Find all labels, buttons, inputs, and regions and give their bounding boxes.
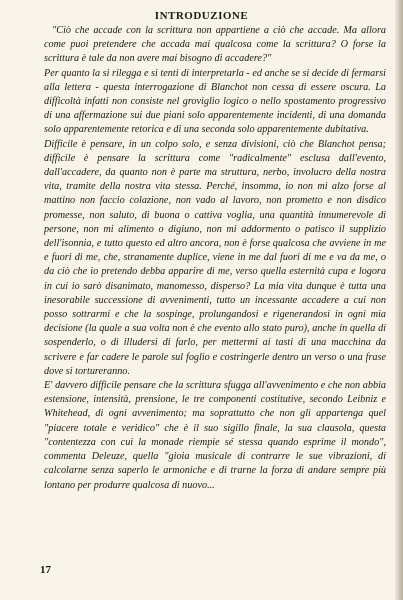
- page-edge: [395, 0, 403, 600]
- page-number: 17: [40, 564, 51, 576]
- paragraph-1: "Ciò che accade con la scrittura non appartiene a ciò che accade. Ma allora come puoi pretendere che accada mai qualcosa come la scrittura? O forse la scrittura è tale da non avere mai bisogno di accadere?": [44, 25, 386, 65]
- chapter-heading: INTRODUZIONE: [154, 10, 249, 22]
- paragraph-4: E' davvero difficile pensare che la scrittura sfugga all'avvenimento e che non abbia estensione, intensità, prensione, le tre componenti costitutive, secondo Leibniz e Whitehead, di ogni avvenimento; ma soprattutto che non gli appartenga quel "piacere totale e veridico" che è il suo sigillo finale, la sua clausola, questa "contentezza con cui la monade riempie sé stessa quando esprime il mondo", commenta Deleuze, quella "gioia musicale di contrarre le sue vibrazioni, di calcolarne senza saperlo le armoniche e di trarne la forza di andare sempre più lontano per produrre qualcosa di nuovo...: [44, 380, 386, 491]
- paragraph-3: Difficile è pensare, in un colpo solo, e senza divisioni, ciò che Blanchot pensa; difficile è pensare la scrittura come "radicalmente" esclusa dall'evento, dall'accadere, da quanto non è parte ma struttura, nerbo, involucro della nostra vita, tramite della nostra vita stessa. Perché, insomma, io non mi alzo forse al mattino non faccio colazione, non vado al lavoro, non prometto e non disdico promesse, non saluto, di buona o cattiva voglia, una quantità innumerevole di persone, non mi alimento o digiuno, non mi addormento o patisco il supplizio dell'isonnia, e tutto questo ed altro ancora, non è forse qualcosa che avviene in me e fuori di me, che, stranamente duplice, viene in me dal fuori di me e va da me, o da ciò che io pretendo debba apparire di me, verso quella esternità cupa e logora in cui io sarò disanimato, manomesso, disperso? La mia vita dunque è tutta una inesorabile successione di avvenimenti, tutto un incessante accadere a cui non posso sottrarmi e che la sospinge, prolungandosi e rigenerandosi in ogni mia decisione (la quale a sua volta non è che evento allo stato puro), anche in quella di sospenderlo, o di illudersi di farlo, per mettermi ai tasti di una macchina da scrivere e far cadere le parole sul foglio e costringerle dentro un verso o una frase dove si tortureranno.: [44, 138, 386, 377]
- body-text: [44, 24, 386, 493]
- paragraph-2: Per quanto la si rilegga e si tenti di interpretarla - ed anche se si decide di fermarsi alla lettera - questa interrogazione di Blanchot non cessa di essere oscura. La difficoltà infatti non consiste nel groviglio logico o nello spostamento progressivo di una affermazione sui due piani solo apparentemente incidenti, di una domanda solo apparentemente retorica e di una seconda solo apparentemente dubitativa.: [44, 67, 386, 136]
